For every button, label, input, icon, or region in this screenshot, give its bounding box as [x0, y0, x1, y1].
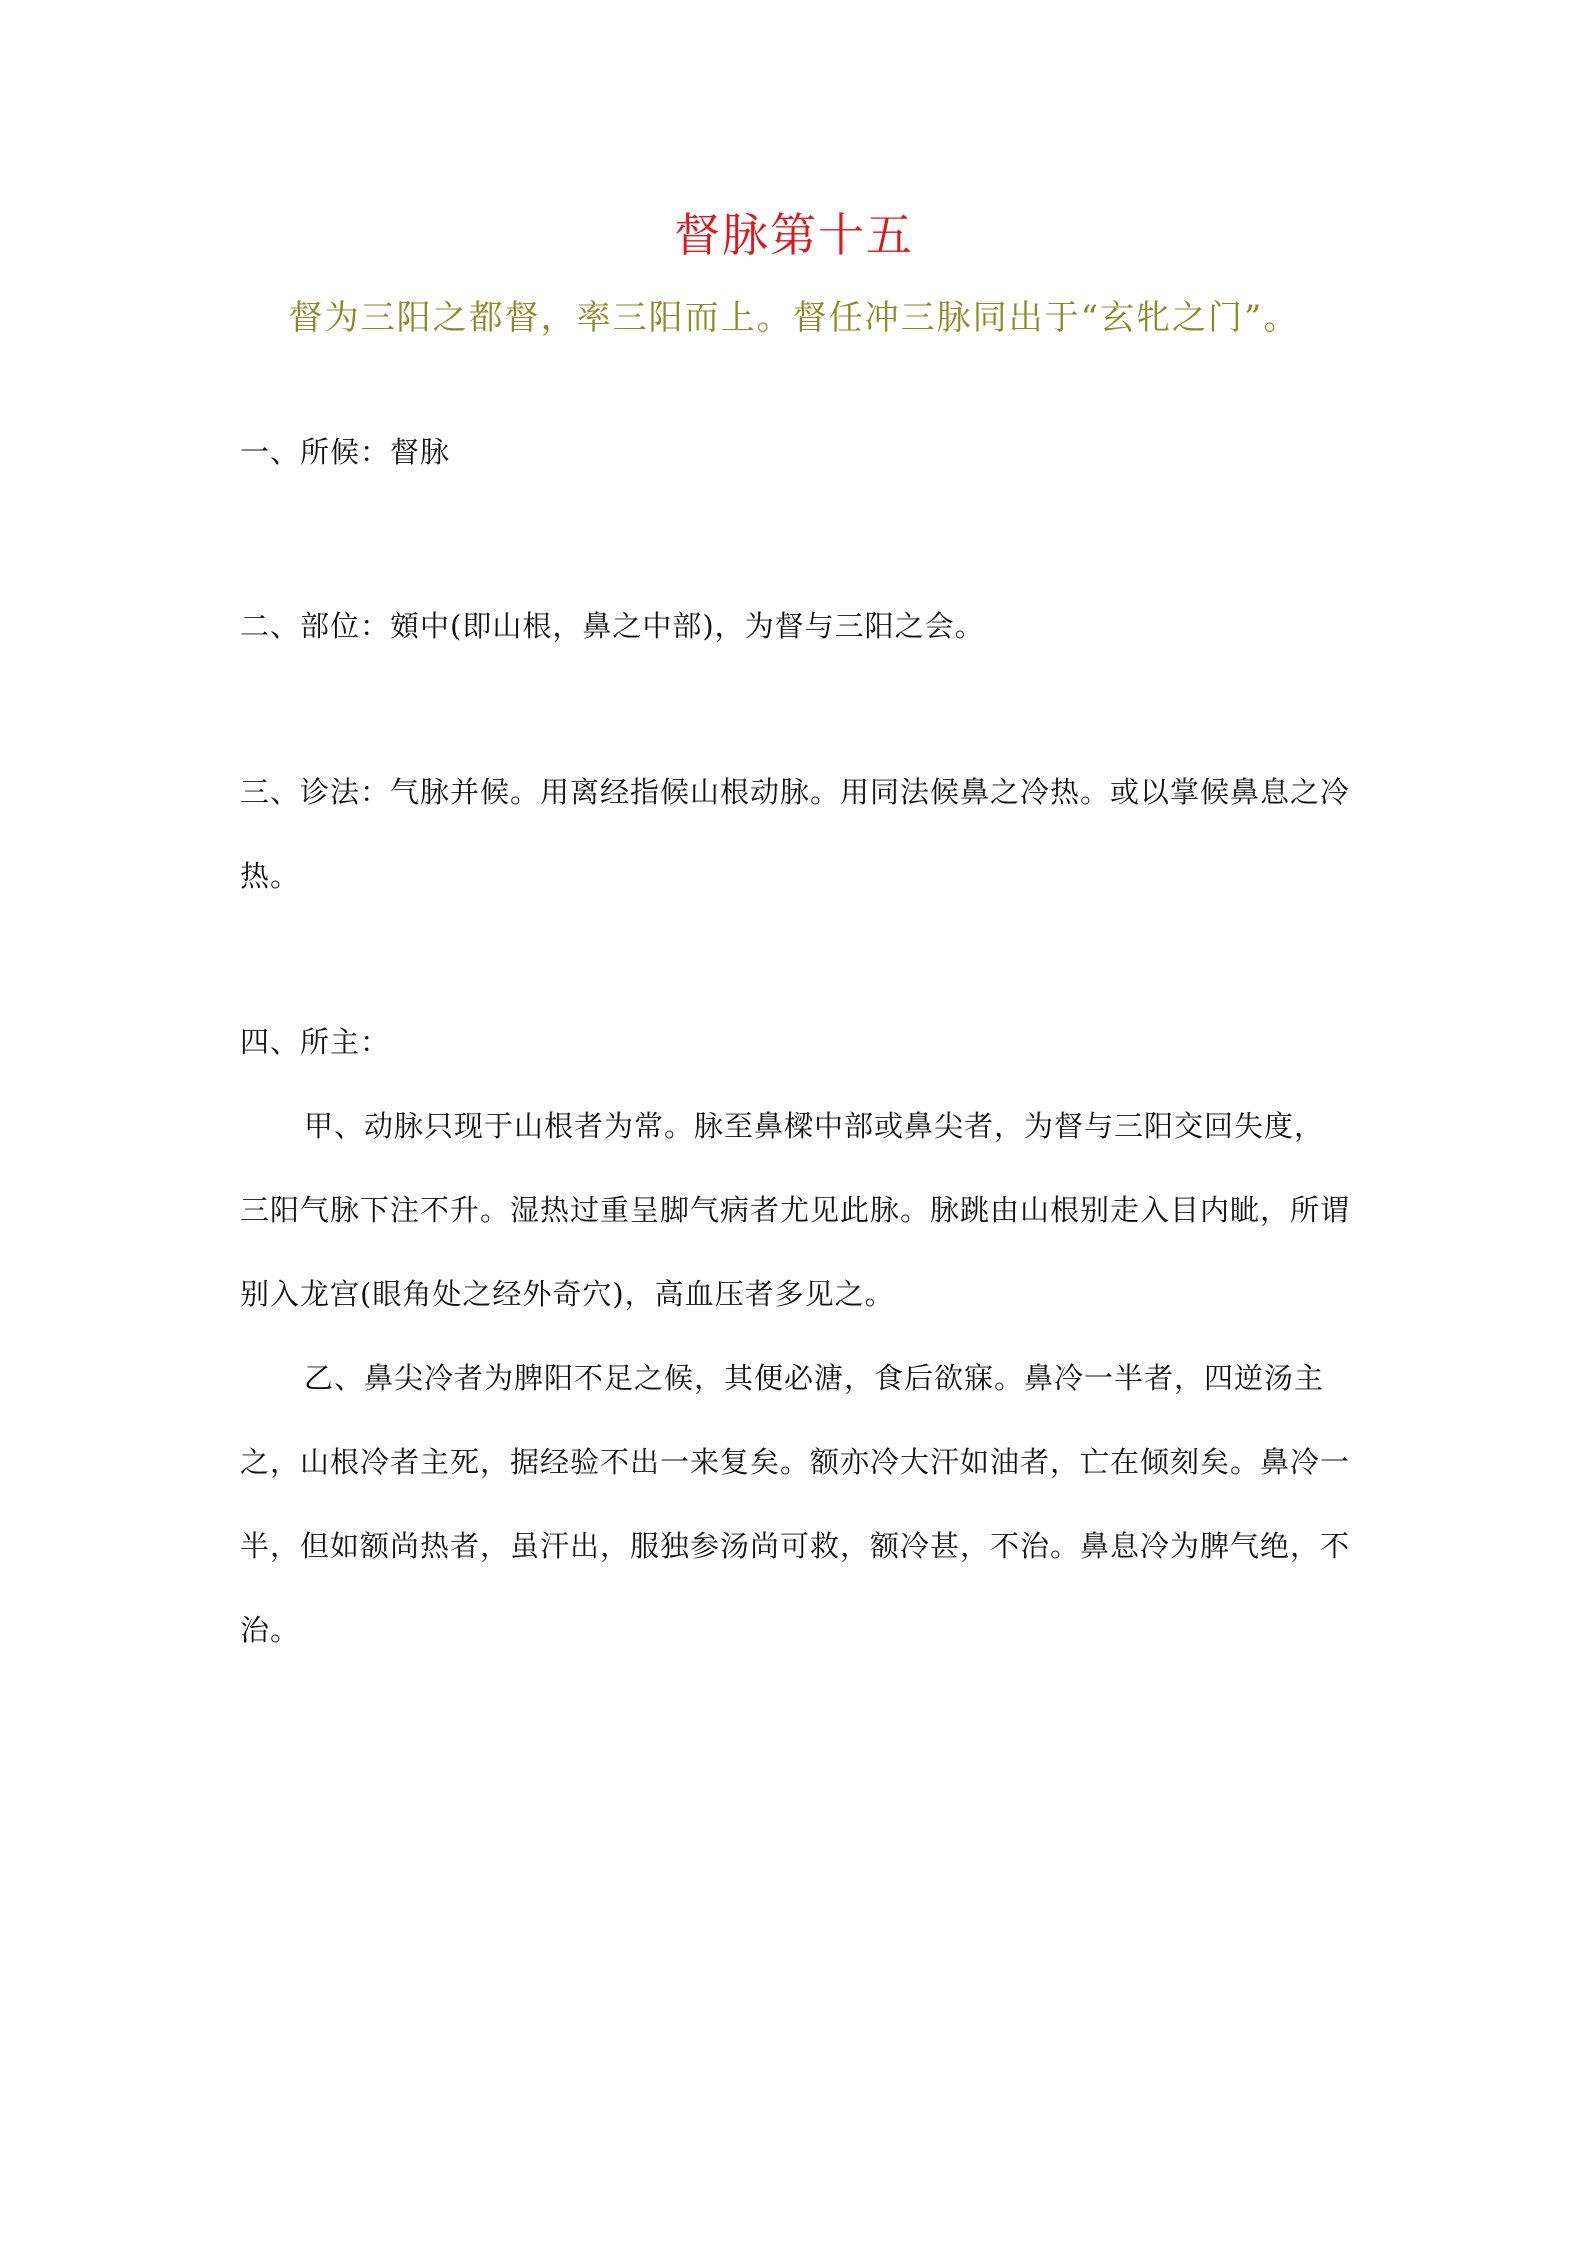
section-4-heading: 四、所主： — [240, 1025, 391, 1059]
page-title: 督脉第十五 — [674, 208, 914, 262]
section-1-text: 一、所候：督脉 — [240, 435, 451, 469]
section-2-text: 二、部位：頞中(即山根，鼻之中部)，为督与三阳之会。 — [240, 609, 985, 643]
section-4-para-yi: 乙、鼻尖冷者为脾阳不足之候，其便必溏，食后欲寐。鼻冷一半者，四逆汤主之，山根冷者主死，据经验不出一来复矣。额亦冷大汗如油者，亡在倾刻矣。鼻冷一半，但如额尚热者，虽汗出，服独参汤尚可救，额冷甚，不治。鼻息冷为脾气绝，不治。 — [240, 1361, 1351, 1647]
section-2 — [240, 584, 1350, 668]
section-1 — [240, 410, 1350, 494]
section-3 — [240, 750, 1350, 918]
page-subtitle: 督为三阳之都督，率三阳而上。督任冲三脉同出于“玄牝之门”。 — [288, 298, 1300, 338]
section-3-text: 三、诊法：气脉并候。用离经指候山根动脉。用同法候鼻之冷热。或以掌候鼻息之冷热。 — [240, 775, 1351, 893]
section-4-para-jia: 甲、动脉只现于山根者为常。脉至鼻樑中部或鼻尖者，为督与三阳交回失度，三阳气脉下注不升。湿热过重呈脚气病者尤见此脉。脉跳由山根别走入目内眦，所谓别入龙宫(眼角处之经外奇穴)，高血压者多见之。 — [240, 1109, 1351, 1311]
section-4 — [240, 1000, 1350, 1672]
